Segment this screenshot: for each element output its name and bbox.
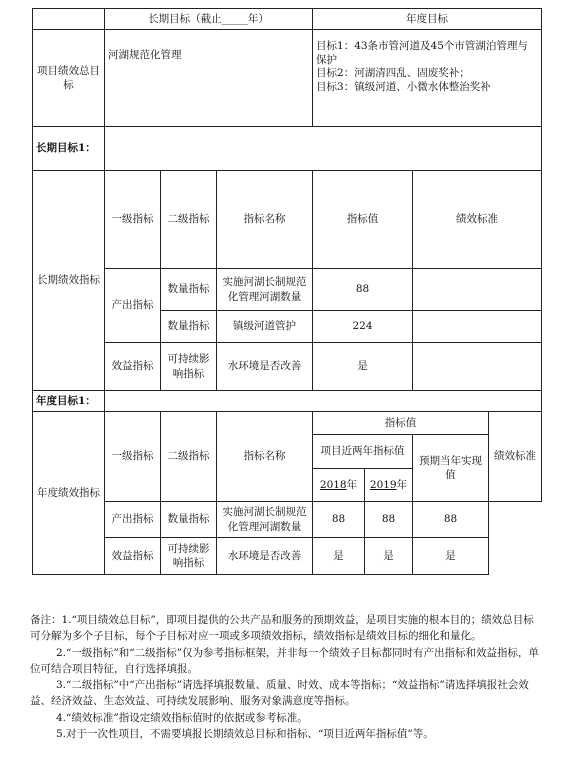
header-value-group: 指标值 (313, 412, 489, 435)
year-2019-number: 2019 (369, 478, 397, 491)
year-2018-number: 2018 (319, 478, 347, 491)
note-paragraph: 5.对于一次性项目，不需要填报长期绩效总目标和指标、“项目近两年指标值”等。 (56, 727, 434, 740)
level1-cell: 产出指标 (105, 502, 161, 538)
annual-goals-list (313, 30, 542, 127)
performance-target-table (32, 8, 542, 575)
header-level1: 一级指标 (105, 171, 161, 269)
blank-corner (33, 9, 105, 30)
indicator-name-cell: 实施河湖长制规范化管理河湖数量 (217, 502, 313, 538)
header-recent-two-years: 项目近两年指标值 (313, 435, 413, 469)
header-indicator-value: 指标值 (313, 171, 413, 269)
standard-cell (413, 269, 542, 311)
standard-cell (413, 343, 542, 391)
level2-cell: 数量指标 (161, 269, 217, 311)
long-goal-header: 长期目标（截止_____年） (105, 9, 313, 30)
level2-cell: 可持续影响指标 (161, 343, 217, 391)
annual-goal-header: 年度目标 (313, 9, 542, 30)
indicator-name-cell: 镇级河道管护 (217, 311, 313, 343)
header-level2: 二级指标 (161, 171, 217, 269)
annual-goal-item: 目标1：43条市管河道及45个市管湖泊管理与保护 (316, 40, 528, 66)
value-2018-cell: 88 (313, 502, 365, 538)
indicator-name-cell: 水环境是否改善 (217, 538, 313, 575)
header-expected-value: 预期当年实现值 (413, 435, 489, 502)
header-year-2019 (365, 469, 413, 502)
long-term-section-title: 长期目标1： (33, 127, 105, 171)
indicator-name-cell: 水环境是否改善 (217, 343, 313, 391)
level1-cell: 效益指标 (105, 343, 161, 391)
annual-goal-item: 目标2：河湖清四乱、固废奖补； (316, 67, 470, 80)
year-suffix: 年 (396, 478, 408, 491)
annual-goal-item: 目标3：镇级河道、小微水体整治奖补 (316, 80, 491, 93)
header-standard: 绩效标准 (489, 412, 542, 502)
level1-cell: 产出指标 (105, 269, 161, 343)
indicator-value-cell: 224 (313, 311, 413, 343)
header-standard: 绩效标准 (413, 171, 542, 269)
long-term-section-blank (105, 127, 542, 171)
value-2018-cell: 是 (313, 538, 365, 575)
long-goal-text: 河湖规范化管理 (105, 30, 313, 127)
note-paragraph: 备注：1.“项目绩效总目标”，即项目提供的公共产品和服务的预期效益，是项目实施的根本目的；绩效总目标可分解为多个子目标，每个子目标对应一项或多项绩效指标，绩效指标是绩效目标的细化和量化。 (30, 614, 534, 643)
indicator-value-cell: 88 (313, 269, 413, 311)
long-term-group-label: 长期绩效指标 (33, 171, 105, 391)
level2-cell: 数量指标 (161, 311, 217, 343)
level2-cell: 可持续影响指标 (161, 538, 217, 575)
expected-value-cell: 88 (413, 502, 489, 538)
indicator-name-cell: 实施河湖长制规范化管理河湖数量 (217, 269, 313, 311)
expected-value-cell: 是 (413, 538, 489, 575)
note-paragraph: 4.“绩效标准”指设定绩效指标值时的依据或参考标准。 (56, 711, 308, 724)
header-indicator-name: 指标名称 (217, 171, 313, 269)
indicator-value-cell: 是 (313, 343, 413, 391)
annual-section-title: 年度目标1： (33, 391, 105, 412)
overall-goal-label: 项目绩效总目标 (33, 30, 105, 127)
header-indicator-name: 指标名称 (217, 412, 313, 502)
note-paragraph: 3.“二级指标”中“产出指标”请选择填报数量、质量、时效、成本等指标；“效益指标”请选择填报社会效益、经济效益、生态效益、可持续发展影响、服务对象满意度等指标。 (30, 679, 529, 708)
value-2019-cell: 88 (365, 502, 413, 538)
level2-cell: 数量指标 (161, 502, 217, 538)
note-paragraph: 2.“一级指标”和“二级指标”仅为参考指标框架，并非每一个绩效子目标都同时有产出指标和效益指标，单位可结合项目特征，自行选择填报。 (30, 646, 539, 675)
header-level1: 一级指标 (105, 412, 161, 502)
header-level2: 二级指标 (161, 412, 217, 502)
annual-group-label: 年度绩效指标 (33, 412, 105, 575)
notes-section (30, 612, 542, 742)
standard-cell (413, 311, 542, 343)
header-year-2018 (313, 469, 365, 502)
value-2019-cell: 是 (365, 538, 413, 575)
level1-cell: 效益指标 (105, 538, 161, 575)
annual-section-blank (105, 391, 542, 412)
year-suffix: 年 (346, 478, 358, 491)
